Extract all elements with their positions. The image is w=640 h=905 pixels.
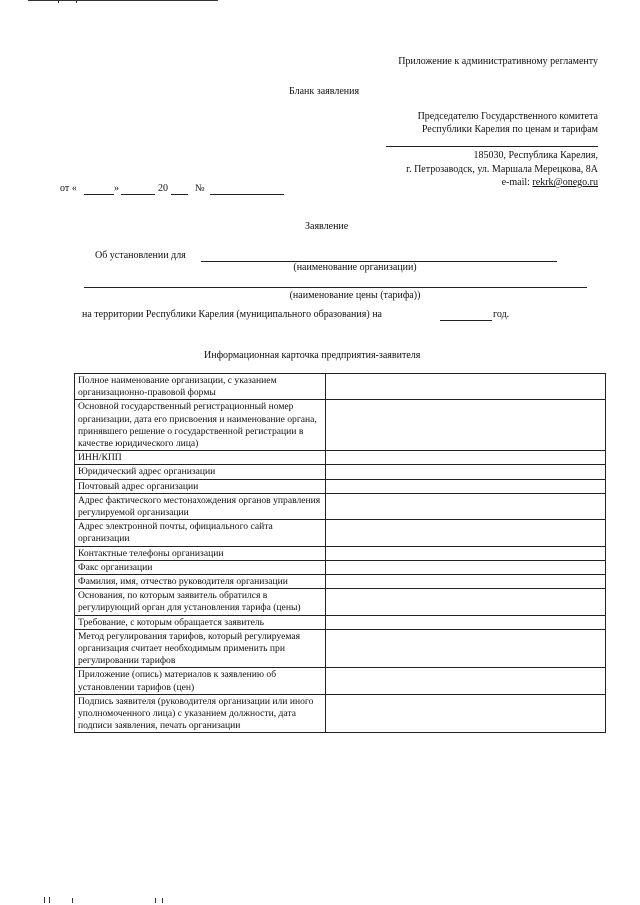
price-name-blank[interactable] bbox=[84, 287, 587, 288]
date-year-blank[interactable] bbox=[171, 194, 188, 195]
row-label: ИНН/КПП bbox=[75, 451, 326, 465]
table-row bbox=[75, 575, 606, 589]
date-month-blank[interactable] bbox=[121, 194, 155, 195]
row-value-cell[interactable] bbox=[326, 615, 606, 629]
table-row bbox=[75, 615, 606, 629]
row-label: Факс организации bbox=[75, 560, 326, 574]
year-blank[interactable] bbox=[440, 320, 492, 321]
row-label: Фамилия, имя, отчество руководителя организации bbox=[75, 575, 326, 589]
table-row bbox=[75, 546, 606, 560]
price-name-hint: (наименование цены (тарифа)) bbox=[289, 290, 421, 301]
scan-edge-mark bbox=[162, 898, 163, 903]
statement-title: Заявление bbox=[305, 221, 349, 232]
appendix-note: Приложение к административному регламенту bbox=[398, 56, 598, 67]
scan-edge-mark bbox=[44, 897, 45, 903]
date-day-blank[interactable] bbox=[84, 194, 114, 195]
scan-edge-mark bbox=[49, 897, 50, 903]
row-label: Почтовый адрес организации bbox=[75, 479, 326, 493]
org-name-hint: (наименование организации) bbox=[293, 262, 417, 273]
scan-edge-mark bbox=[155, 898, 156, 903]
table-row bbox=[75, 479, 606, 493]
row-label: Адрес электронной почты, официального сайта организации bbox=[75, 520, 326, 546]
email-line bbox=[340, 177, 598, 188]
row-label: Основной государственный регистрационный номер организации, дата его присвоения и наименование органа, принявшего решение о государственной регистрации в качестве юридического лица) bbox=[75, 400, 326, 451]
row-value-cell[interactable] bbox=[326, 694, 606, 733]
addressee-line-1: Председателю Государственного комитета bbox=[417, 111, 598, 122]
territory-text: на территории Республики Карелия (муниципального образования) на bbox=[82, 309, 382, 320]
email-link[interactable]: rekrk@onego.ru bbox=[532, 177, 598, 188]
row-label: Адрес фактического местонахождения органов управления регулируемой организации bbox=[75, 493, 326, 519]
table-row bbox=[75, 629, 606, 668]
scan-edge-mark bbox=[58, 0, 59, 3]
table-row bbox=[75, 520, 606, 546]
date-year-prefix: 20 bbox=[158, 183, 168, 194]
row-value-cell[interactable] bbox=[326, 546, 606, 560]
year-suffix: год. bbox=[493, 309, 510, 320]
table-row bbox=[75, 589, 606, 615]
row-value-cell[interactable] bbox=[326, 575, 606, 589]
address-line-2: г. Петрозаводск, ул. Маршала Мерецкова, 8А bbox=[406, 164, 598, 175]
row-label: Основания, по которым заявитель обратился в регулирующий орган для установления тарифа (цены) bbox=[75, 589, 326, 615]
row-label: Приложение (опись) материалов к заявлению об установлении тарифов (цен) bbox=[75, 668, 326, 694]
scan-edge-mark bbox=[72, 898, 73, 903]
table-row bbox=[75, 694, 606, 733]
row-value-cell[interactable] bbox=[326, 520, 606, 546]
row-label: Подпись заявителя (руководителя организации или иного уполномоченного лица) с указанием должности, дата подписи заявления, печать организации bbox=[75, 694, 326, 733]
addressee-underline bbox=[386, 146, 598, 147]
table-row bbox=[75, 668, 606, 694]
establish-for-label: Об установлении для bbox=[95, 250, 186, 261]
table-row bbox=[75, 400, 606, 451]
address-line-1: 185030, Республика Карелия, bbox=[473, 150, 598, 161]
row-label: Полное наименование организации, с указанием организационно-правовой формы bbox=[75, 374, 326, 400]
row-value-cell[interactable] bbox=[326, 629, 606, 668]
addressee-line-2: Республики Карелия по ценам и тарифам bbox=[421, 124, 598, 135]
info-card-table bbox=[74, 373, 606, 733]
table-row bbox=[75, 451, 606, 465]
row-value-cell[interactable] bbox=[326, 451, 606, 465]
row-value-cell[interactable] bbox=[326, 479, 606, 493]
row-value-cell[interactable] bbox=[326, 374, 606, 400]
scan-edge-line bbox=[28, 0, 218, 1]
number-blank[interactable] bbox=[210, 194, 284, 195]
row-label: Требование, с которым обращается заявитель bbox=[75, 615, 326, 629]
row-value-cell[interactable] bbox=[326, 493, 606, 519]
card-title: Информационная карточка предприятия-заявителя bbox=[204, 350, 421, 361]
row-value-cell[interactable] bbox=[326, 668, 606, 694]
row-label: Юридический адрес организации bbox=[75, 465, 326, 479]
row-value-cell[interactable] bbox=[326, 465, 606, 479]
row-label: Метод регулирования тарифов, который регулируемая организация считает необходимым применить при регулировании тарифов bbox=[75, 629, 326, 668]
scan-edge-mark bbox=[76, 0, 77, 3]
row-label: Контактные телефоны организации bbox=[75, 546, 326, 560]
number-sign: № bbox=[195, 183, 205, 194]
table-row bbox=[75, 374, 606, 400]
table-row bbox=[75, 560, 606, 574]
date-from-label: от « bbox=[60, 183, 77, 194]
row-value-cell[interactable] bbox=[326, 589, 606, 615]
table-row bbox=[75, 493, 606, 519]
table-row bbox=[75, 465, 606, 479]
date-close-quote: » bbox=[114, 183, 119, 194]
email-prefix: e-mail: bbox=[501, 177, 533, 188]
row-value-cell[interactable] bbox=[326, 560, 606, 574]
form-title: Бланк заявления bbox=[289, 86, 360, 97]
row-value-cell[interactable] bbox=[326, 400, 606, 451]
